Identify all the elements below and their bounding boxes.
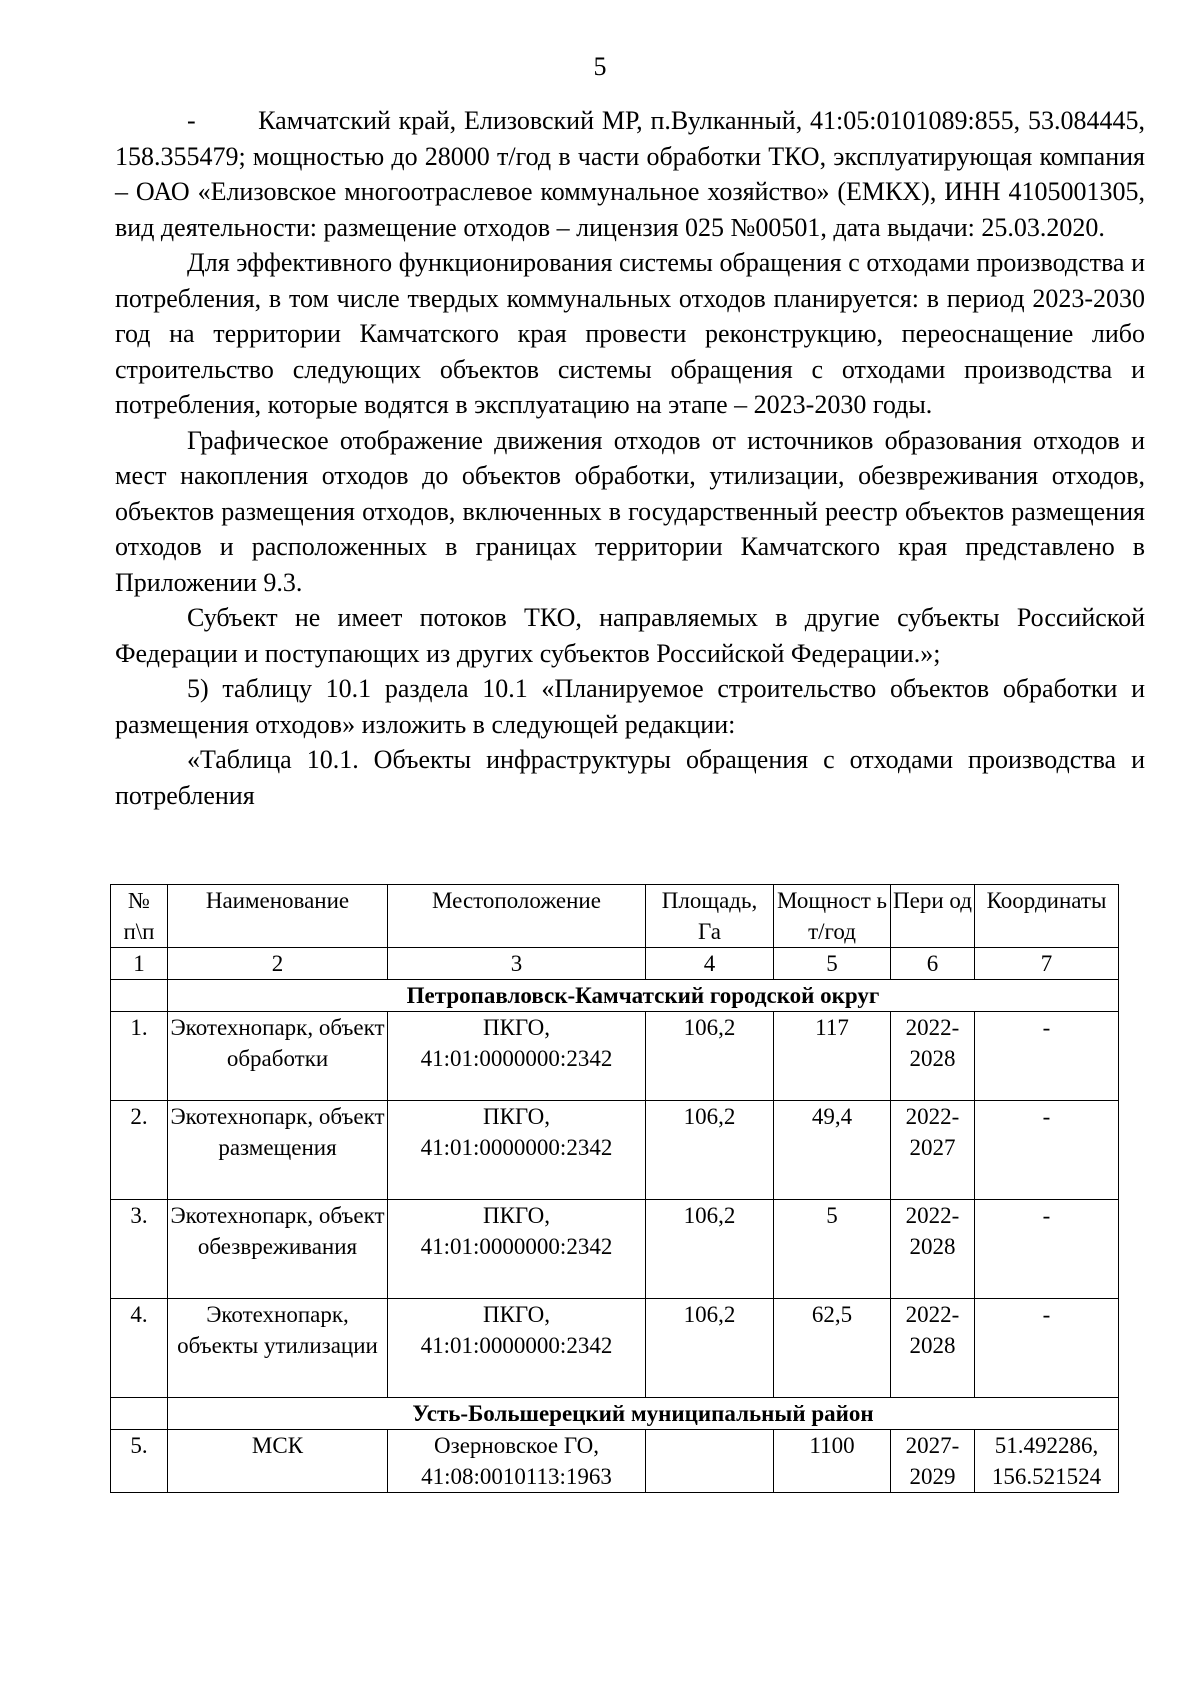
column-number: 3 xyxy=(388,948,646,980)
body-text xyxy=(115,103,1145,813)
paragraph-flows: Субъект не имеет потоков ТКО, направляемых в другие субъекты Российской Федерации и поступающих из других субъектов Российской Федерации.»; xyxy=(115,603,1145,668)
section-empty-cell xyxy=(111,980,168,1012)
table-header-row xyxy=(111,885,1119,948)
cell-coords: - xyxy=(975,1200,1119,1299)
cell-num: 4. xyxy=(111,1299,168,1398)
cell-location: ПКГО, 41:01:0000000:2342 xyxy=(388,1012,646,1101)
section-title: Петропавловск-Камчатский городской округ xyxy=(168,980,1119,1012)
cell-period: 2022-2028 xyxy=(891,1200,975,1299)
header-period: Пери од xyxy=(891,885,975,948)
column-number-row xyxy=(111,948,1119,980)
cell-location: ПКГО, 41:01:0000000:2342 xyxy=(388,1101,646,1200)
cell-capacity: 62,5 xyxy=(774,1299,891,1398)
cell-name: Экотехнопарк, объект обработки xyxy=(168,1012,388,1101)
cell-name: Экотехнопарк, объект размещения xyxy=(168,1101,388,1200)
cell-num: 5. xyxy=(111,1430,168,1493)
cell-capacity: 5 xyxy=(774,1200,891,1299)
infrastructure-table xyxy=(110,884,1119,1493)
cell-period: 2022-2027 xyxy=(891,1101,975,1200)
cell-period: 2022-2028 xyxy=(891,1012,975,1101)
cell-name: МСК xyxy=(168,1430,388,1493)
cell-period: 2027-2029 xyxy=(891,1430,975,1493)
column-number: 4 xyxy=(646,948,774,980)
column-number: 6 xyxy=(891,948,975,980)
header-capacity: Мощност ь т/год xyxy=(774,885,891,948)
cell-coords: - xyxy=(975,1299,1119,1398)
section-title: Усть-Большерецкий муниципальный район xyxy=(168,1398,1119,1430)
table-row xyxy=(111,1430,1119,1493)
table-row xyxy=(111,1012,1119,1101)
section-row xyxy=(111,1398,1119,1430)
table-caption: «Таблица 10.1. Объекты инфраструктуры обращения с отходами производства и потребления xyxy=(115,745,1145,810)
paragraph-graphic-display: Графическое отображение движения отходов от источников образования отходов и мест накопления отходов до объектов обработки, утилизации, обезвреживания отходов, объектов размещения отходов, включенных в государственный реестр объектов размещения отходов и расположенных в границах территории Камчатского края представлено в Приложении 9.3. xyxy=(115,425,1145,597)
cell-name: Экотехнопарк, объекты утилизации xyxy=(168,1299,388,1398)
header-num: № п\п xyxy=(111,885,168,948)
column-number: 5 xyxy=(774,948,891,980)
cell-location: ПКГО, 41:01:0000000:2342 xyxy=(388,1200,646,1299)
cell-capacity: 117 xyxy=(774,1012,891,1101)
cell-area: 106,2 xyxy=(646,1012,774,1101)
cell-num: 3. xyxy=(111,1200,168,1299)
header-name: Наименование xyxy=(168,885,388,948)
column-number: 2 xyxy=(168,948,388,980)
cell-area: 106,2 xyxy=(646,1101,774,1200)
cell-area: 106,2 xyxy=(646,1200,774,1299)
header-location: Местоположение xyxy=(388,885,646,948)
paragraph-table-amendment: 5) таблицу 10.1 раздела 10.1 «Планируемое строительство объектов обработки и размещения отходов» изложить в следующей редакции: xyxy=(115,674,1145,739)
cell-capacity: 1100 xyxy=(774,1430,891,1493)
section-empty-cell xyxy=(111,1398,168,1430)
cell-num: 2. xyxy=(111,1101,168,1200)
column-number: 7 xyxy=(975,948,1119,980)
cell-coords: - xyxy=(975,1101,1119,1200)
column-number: 1 xyxy=(111,948,168,980)
cell-num: 1. xyxy=(111,1012,168,1101)
cell-coords: - xyxy=(975,1012,1119,1101)
table-row xyxy=(111,1299,1119,1398)
cell-location: ПКГО, 41:01:0000000:2342 xyxy=(388,1299,646,1398)
infrastructure-table-wrap xyxy=(110,884,1118,1493)
cell-location: Озерновское ГО, 41:08:0010113:1963 xyxy=(388,1430,646,1493)
page-number: 5 xyxy=(593,52,607,81)
cell-capacity: 49,4 xyxy=(774,1101,891,1200)
cell-period: 2022-2028 xyxy=(891,1299,975,1398)
cell-area xyxy=(646,1430,774,1493)
paragraph-kamchatka-facility: - Камчатский край, Елизовский МР, п.Вулканный, 41:05:0101089:855, 53.084445, 158.355479; мощностью до 28000 т/год в части обработки ТКО, эксплуатирующая компания – ОАО «Елизовское многоотраслевое коммунальное хозяйство» (ЕМКХ), ИНН 4105001305, вид деятельности: размещение отходов – лицензия 025 №00501, дата выдачи: 25.03.2020. xyxy=(115,106,1145,242)
table-row xyxy=(111,1200,1119,1299)
header-area: Площадь, Га xyxy=(646,885,774,948)
section-row xyxy=(111,980,1119,1012)
cell-name: Экотехнопарк, объект обезвреживания xyxy=(168,1200,388,1299)
header-coords: Координаты xyxy=(975,885,1119,948)
cell-area: 106,2 xyxy=(646,1299,774,1398)
table-row xyxy=(111,1101,1119,1200)
paragraph-planning: Для эффективного функционирования системы обращения с отходами производства и потребления, в том числе твердых коммунальных отходов планируется: в период 2023-2030 год на территории Камчатского края провести реконструкцию, переоснащение либо строительство следующих объектов системы обращения с отходами производства и потребления, которые водятся в эксплуатацию на этапе – 2023-2030 годы. xyxy=(115,248,1145,419)
cell-coords: 51.492286, 156.521524 xyxy=(975,1430,1119,1493)
